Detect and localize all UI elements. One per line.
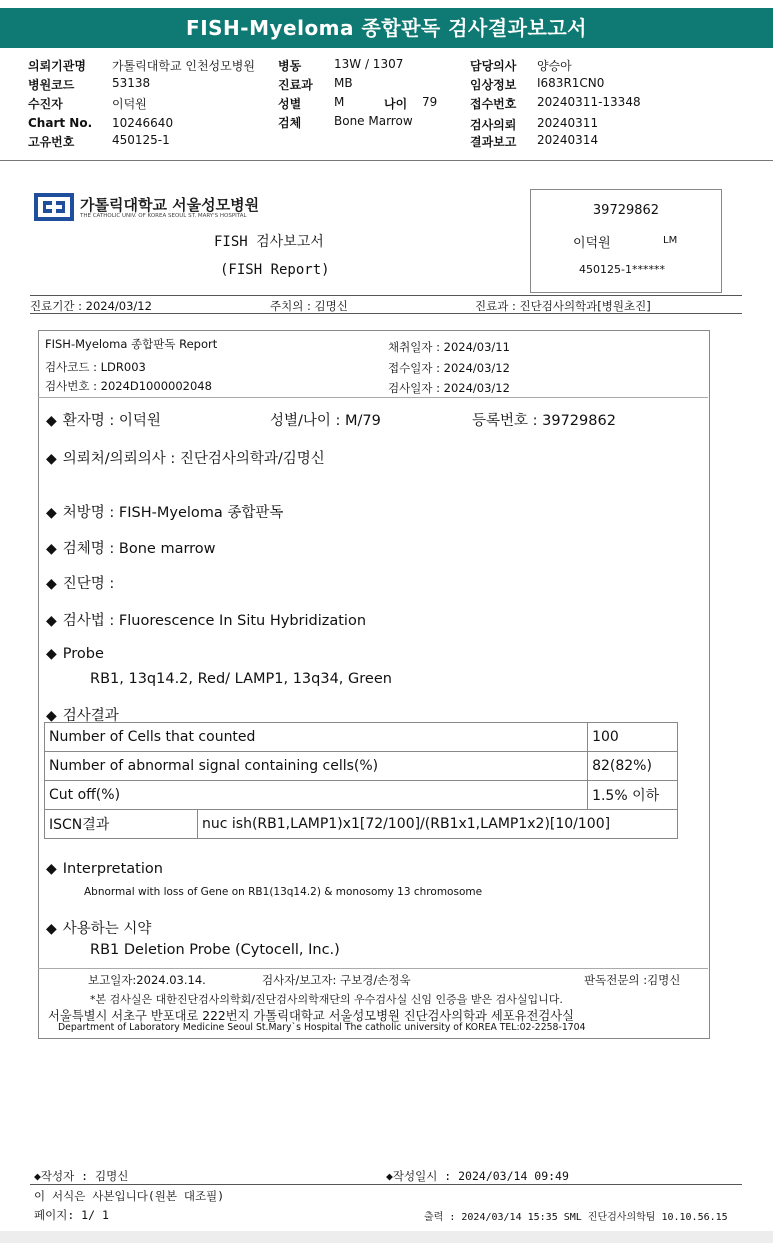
diamond-icon: ◆ [46,505,57,521]
header-value: 10246640 [112,116,174,130]
interpretation-row [46,861,163,877]
specimen-row [46,537,216,558]
header-label: 결과보고 [470,135,517,149]
age-label: 나이 [384,97,408,111]
header-label: 병원코드 [28,78,75,92]
header-value: 20240311-13348 [537,95,641,109]
reviewer: 판독전문의 :김명신 [584,973,681,987]
id-box-code: 450125-1****** [579,263,665,276]
diamond-icon: ◆ [46,613,57,629]
method-row [46,609,366,630]
signature-divider [38,968,708,969]
results-table [44,722,678,839]
id-box-name: 이덕원 [573,236,611,251]
diamond-icon: ◆ [46,708,57,724]
header-label: 성별 [278,97,302,111]
probe-heading: Probe [62,646,104,662]
page-number: 페이지: 1/ 1 [34,1208,109,1222]
hospital-name-en: THE CATHOLIC UNIV. OF KOREA SEOUL ST. MARY'S HOSPITAL [80,213,247,219]
header-value: 이덕원 [112,97,147,111]
hospital-logo-icon [34,193,74,221]
id-box-tag: LM [663,235,678,246]
print-info: 출력 : 2024/03/14 15:35 SML 진단검사의학팀 10.10.56.15 [424,1212,728,1223]
result-value: 100 [588,723,678,752]
report-header-divider [38,397,708,398]
result-value: 82(82%) [588,752,678,781]
diamond-icon: ◆ [46,646,57,662]
header-value: M [334,95,345,109]
age-value: 79 [422,95,438,109]
copy-note: 이 서식은 사본입니다(원본 대조필) [34,1189,225,1203]
header-value: Bone Marrow [334,114,413,128]
patient-name: 환자명 : 이덕원 [62,413,161,429]
receive-date: 접수일자 : 2024/03/12 [388,361,510,375]
header-label: 임상정보 [470,78,517,92]
specimen: 검체명 : Bone marrow [62,541,216,557]
prescription: 처방명 : FISH-Myeloma 종합판독 [62,505,284,521]
probe-text: RB1, 13q14.2, Red/ LAMP1, 13q34, Green [90,671,392,687]
header-label: 검체 [278,116,302,130]
header-value: 13W / 1307 [334,57,404,71]
header-divider [0,160,773,161]
footer-divider [30,1184,742,1185]
header-value: 53138 [112,76,151,90]
diagnosis: 진단명 : [62,576,115,592]
probe-row [46,646,104,662]
table-row [45,810,678,839]
iscn-value: nuc ish(RB1,LAMP1)x1[72/100]/(RB1x1,LAMP1x2)[10/100] [198,810,678,839]
patient-id-box [530,189,722,293]
table-row [45,752,678,781]
header-label: 진료과 [278,78,313,92]
result-value: 1.5% 이하 [588,781,678,810]
hospital-name: 가톨릭대학교 서울성모병원 [80,196,260,214]
diamond-icon: ◆ [46,576,57,592]
header-label: 의뢰기관명 [28,59,86,73]
diamond-icon: ◆ [46,541,57,557]
address-korean: 서울특별시 서초구 반포대로 222번지 가톨릭대학교 서울성모병원 진단검사의학과 세포유전검사실 [48,1009,574,1023]
visit-top-line [30,295,742,296]
test-number: 검사번호 : 2024D1000002048 [45,379,212,393]
table-row [45,723,678,752]
result-label: Cut off(%) [45,781,588,810]
certification-note: *본 검사실은 대한진단검사의학회/진단검사의학재단의 우수검사실 신임 인증을 받은 검사실입니다. [90,993,563,1006]
visit-bottom-line [30,313,742,314]
header-label: 검사의뢰 [470,118,517,132]
table-row [45,781,678,810]
header-value: 양승아 [537,59,572,73]
registration-number: 등록번호 : 39729862 [472,413,616,429]
prescription-row [46,501,283,522]
address-english: Department of Laboratory Medicine Seoul St.Mary`s Hospital The catholic university of KOREA TEL:02-2258-1704 [58,1022,586,1033]
header-value: I683R1CN0 [537,76,605,90]
header-value: 450125-1 [112,133,170,147]
header-label: Chart No. [28,116,93,130]
test-code: 검사코드 : LDR003 [45,360,146,374]
report-name: FISH-Myeloma 종합판독 Report [45,337,218,351]
header-label: 수진자 [28,97,63,111]
patient-row [46,409,161,430]
result-label: Number of Cells that counted [45,723,588,752]
interpretation-text: Abnormal with loss of Gene on RB1(13q14.2) & monosomy 13 chromosome [84,886,483,898]
header-label: 고유번호 [28,135,75,149]
fish-report-title: FISH 검사보고서 [214,234,324,250]
reagent-row [46,917,151,938]
footer-written: ◆작성일시 : 2024/03/14 09:49 [386,1169,569,1183]
header-value: 20240311 [537,116,599,130]
footer-author: ◆작성자 : 김명신 [34,1169,129,1183]
iscn-label: ISCN결과 [45,810,198,839]
header-value: 20240314 [537,133,599,147]
reagent-text: RB1 Deletion Probe (Cytocell, Inc.) [90,942,340,958]
diagnosis-row [46,572,114,593]
report-date: 보고일자:2024.03.14. [88,973,206,987]
diamond-icon: ◆ [46,451,57,467]
report-title: FISH-Myeloma 종합판독 검사결과보고서 [0,8,773,48]
reporter: 검사자/보고자: 구보경/손정욱 [262,973,411,987]
referrer-row [46,447,325,468]
collect-date: 채취일자 : 2024/03/11 [388,340,510,354]
header-value: MB [334,76,353,90]
fish-report-subtitle: (FISH Report) [220,262,330,278]
visit-dept: 진료과 : 진단검사의학과[병원초진] [475,299,651,313]
header-label: 병동 [278,59,302,73]
interpretation-heading: Interpretation [62,861,163,877]
header-label: 접수번호 [470,97,517,111]
diamond-icon: ◆ [46,861,57,877]
id-box-number: 39729862 [592,203,660,218]
header-label: 담당의사 [470,59,517,73]
header-value: 가톨릭대학교 인천성모병원 [112,59,255,73]
result-label: Number of abnormal signal containing cells(%) [45,752,588,781]
referrer: 의뢰처/의뢰의사 : 진단검사의학과/김명신 [62,451,325,467]
result-heading: 검사결과 [62,708,119,724]
method: 검사법 : Fluorescence In Situ Hybridization [62,613,367,629]
diamond-icon: ◆ [46,413,57,429]
reagent-heading: 사용하는 시약 [62,921,152,937]
page-bottom-bar [0,1231,773,1243]
sex-age: 성별/나이 : M/79 [270,413,381,429]
visit-period: 진료기간 : 2024/03/12 [30,299,152,313]
visit-doctor: 주치의 : 김명신 [270,299,348,313]
test-date: 검사일자 : 2024/03/12 [388,381,510,395]
diamond-icon: ◆ [46,921,57,937]
